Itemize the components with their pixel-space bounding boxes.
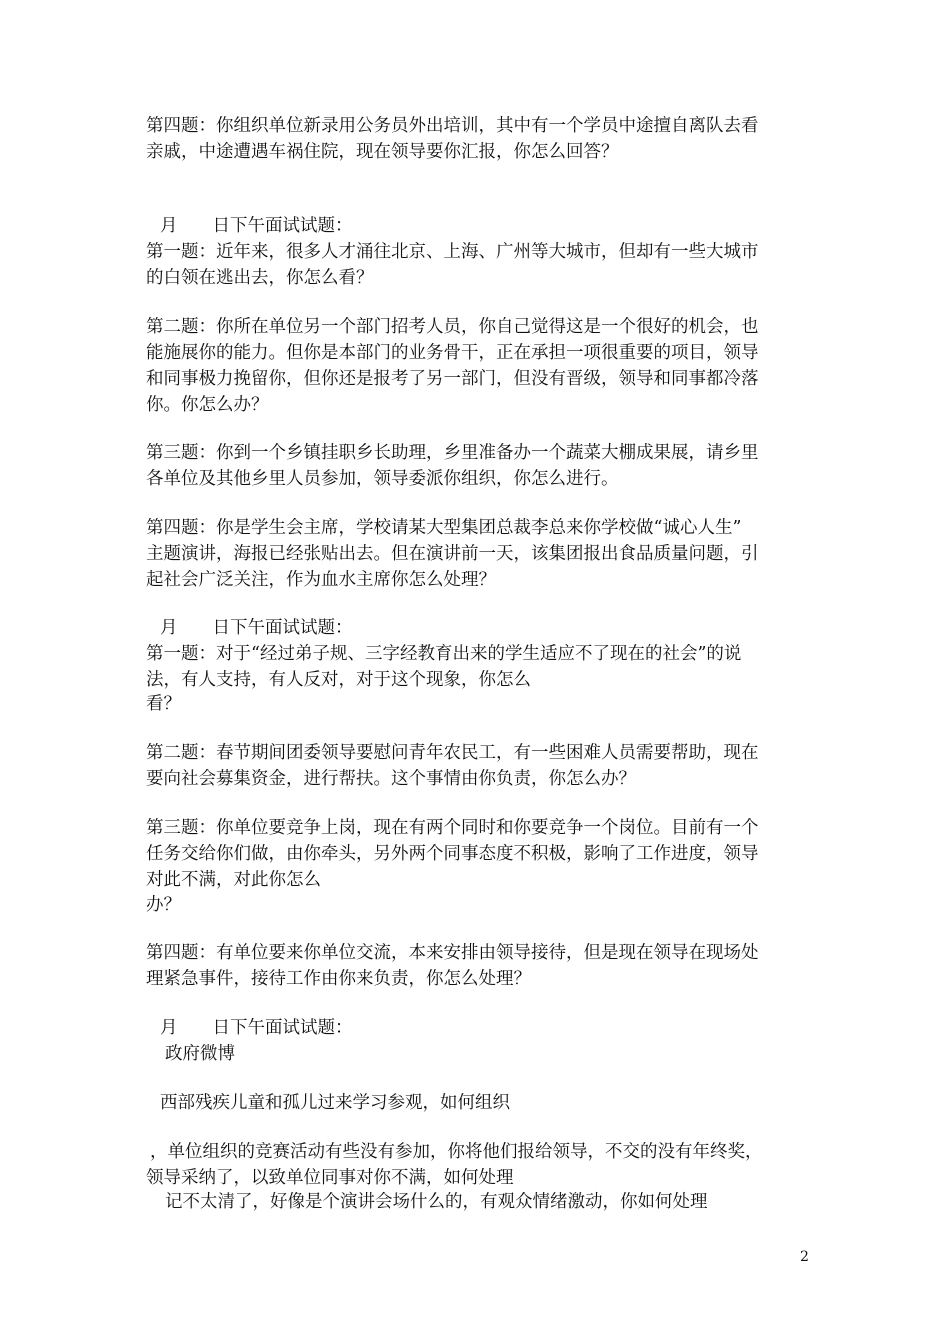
text-line: 能施展你的能力。但你是本部门的业务骨干，正在承担一项很重要的项目，领导	[146, 343, 759, 363]
text-line: 亲戚，中途遭遇车祸住院，现在领导要你汇报，你怎么回答？	[146, 142, 619, 162]
text-line: 理紧急事件，接待工作由你来负责，你怎么处理？	[146, 969, 531, 989]
text-line: 第二题：你所在单位另一个部门招考人员，你自己觉得这是一个很好的机会，也	[146, 317, 759, 337]
text-line: 和同事极力挽留你，但你还是报考了另一部门，但没有晋级，领导和同事都冷落	[146, 369, 759, 389]
section-heading: 月 日下午面试试题：	[160, 216, 353, 236]
text-line: 看？	[146, 694, 181, 714]
text-line: 西部残疾儿童和孤儿过来学习参观，如何组织	[160, 1093, 510, 1113]
text-line: 记不太清了，好像是个演讲会场什么的，有观众情绪激动，你如何处理	[165, 1192, 708, 1212]
text-line: 第一题：对于“经过弟子规、三字经教育出来的学生适应不了现在的社会”的说	[146, 644, 742, 664]
text-line: 各单位及其他乡里人员参加，领导委派你组织，你怎么进行。	[146, 469, 619, 489]
text-line: 第一题：近年来，很多人才涌往北京、上海、广州等大城市，但却有一些大城市	[146, 242, 759, 262]
text-line: 主题演讲，海报已经张贴出去。但在演讲前一天，该集团报出食品质量问题，引	[146, 544, 759, 564]
text-line: 办？	[146, 895, 181, 915]
text-line: 第四题：你组织单位新录用公务员外出培训，其中有一个学员中途擅自离队去看	[146, 116, 759, 136]
text-line: 对此不满，对此你怎么	[146, 870, 321, 890]
text-line: 的白领在逃出去，你怎么看？	[146, 268, 374, 288]
text-line: 你。你怎么办？	[146, 395, 269, 415]
text-line: 政府微博	[165, 1044, 235, 1064]
text-line: 法，有人支持，有人反对，对于这个现象，你怎么	[146, 670, 531, 690]
page-number: 2	[800, 1249, 809, 1265]
text-line: ，单位组织的竞赛活动有些没有参加，你将他们报给领导，不交的没有年终奖，	[150, 1142, 763, 1162]
text-line: 第三题：你单位要竞争上岗，现在有两个同时和你要竞争一个岗位。目前有一个	[146, 818, 759, 838]
section-heading: 月 日下午面试试题：	[160, 618, 353, 638]
text-line: 第四题：有单位要来你单位交流，本来安排由领导接待，但是现在领导在现场处	[146, 943, 759, 963]
text-line: 任务交给你们做，由你牵头，另外两个同事态度不积极，影响了工作进度，领导	[146, 844, 759, 864]
text-line: 第三题：你到一个乡镇挂职乡长助理，乡里准备办一个蔬菜大棚成果展，请乡里	[146, 443, 759, 463]
section-heading: 月 日下午面试试题：	[160, 1018, 353, 1038]
text-line: 起社会广泛关注，作为血水主席你怎么处理？	[146, 570, 496, 590]
text-line: 要向社会募集资金，进行帮扶。这个事情由你负责，你怎么办？	[146, 769, 636, 789]
text-line: 第二题：春节期间团委领导要慰问青年农民工，有一些困难人员需要帮助，现在	[146, 743, 759, 763]
text-line: 领导采纳了，以致单位同事对你不满，如何处理	[146, 1168, 514, 1188]
text-line: 第四题：你是学生会主席，学校请某大型集团总裁李总来你学校做“诚心人生”	[146, 518, 742, 538]
